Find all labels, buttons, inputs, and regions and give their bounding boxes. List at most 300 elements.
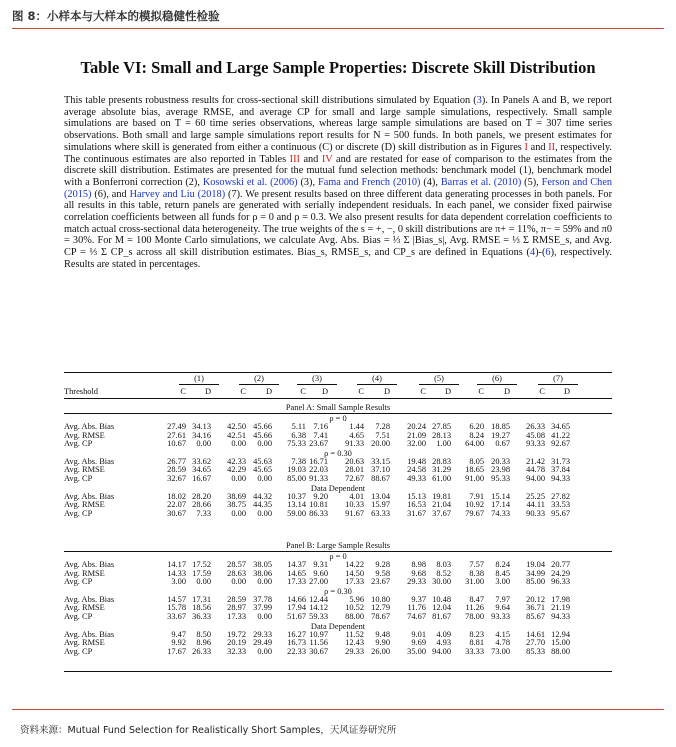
table-cell: 7.33 <box>196 508 211 518</box>
table-cell: 8.38 <box>469 568 484 578</box>
table-cell: 32.00 <box>407 439 426 449</box>
table-cell: 7.41 <box>313 430 328 440</box>
block-label: ρ = 0 <box>329 414 347 423</box>
table-cell: 27.61 <box>167 430 186 440</box>
column-header: C <box>180 387 186 396</box>
table-row <box>64 612 612 621</box>
table-cell: 9.69 <box>411 638 426 648</box>
table-cell: 33.53 <box>551 500 570 510</box>
table-cell: 21.09 <box>407 430 426 440</box>
panel-title: Panel A: Small Sample Results <box>285 403 391 412</box>
table-cell: 0.00 <box>257 474 272 483</box>
table-row <box>64 439 612 448</box>
row-label: Avg. CP <box>64 508 93 518</box>
table-cell: 26.77 <box>167 456 186 466</box>
table-cell: 9.90 <box>375 638 390 648</box>
table-cell: 49.33 <box>407 474 426 483</box>
table-cell: 85.00 <box>287 474 306 483</box>
citation-link[interactable]: Barras et al. (2010) <box>440 176 522 188</box>
column-header: D <box>383 387 390 396</box>
header-rule <box>12 28 664 29</box>
table-cell: 34.65 <box>551 422 570 431</box>
table-cell: 18.65 <box>465 465 484 475</box>
table-cell: 85.33 <box>526 646 545 656</box>
table-cell: 12.44 <box>309 594 328 604</box>
citation-link[interactable]: Fama and French (2010) <box>317 176 421 188</box>
table-cell: 8.98 <box>411 560 426 569</box>
desc-text: This table presents robustness results for cross-sectional skill distributions simulated by Equation ( <box>64 95 477 106</box>
table-cell: 9.92 <box>171 638 186 648</box>
table-cell: 8.52 <box>436 568 451 578</box>
table-title: Table VI: Small and Large Sample Properties: Discrete Skill Distribution <box>80 58 596 77</box>
table-cell: 22.33 <box>287 646 306 656</box>
table-cell: 0.00 <box>196 577 211 587</box>
table-cell: 8.24 <box>495 560 510 569</box>
table-cell: 44.11 <box>526 500 545 510</box>
table-cell: 24.58 <box>407 465 426 475</box>
row-label: Avg. Abs. Bias <box>64 456 115 466</box>
table-cell: 17.33 <box>227 612 246 621</box>
table-cell: 29.33 <box>345 646 364 656</box>
desc-text: and are restated for ease of comparison to the estimates from the discrete skill distribution. Estimates are presented for the mutual fund selection methods: benchmark model (1), benchmark model with a Bonferroni correction (2), <box>64 153 613 188</box>
table-cell: 17.14 <box>491 500 510 510</box>
table-cell: 8.03 <box>436 560 451 569</box>
table-cell: 38.05 <box>253 560 272 569</box>
table-cell: 31.67 <box>407 508 426 518</box>
table-cell: 41.22 <box>551 430 570 440</box>
table-row <box>64 509 612 518</box>
desc-text: (5), <box>521 176 542 188</box>
table-cell: 14.17 <box>167 560 186 569</box>
table-cell: 94.00 <box>526 474 545 483</box>
table-cell: 45.65 <box>253 465 272 475</box>
table-cell: 21.19 <box>551 603 570 613</box>
table-cell: 21.42 <box>526 456 545 466</box>
table-cell: 42.50 <box>227 422 246 431</box>
table-cell: 4.93 <box>436 638 451 648</box>
table-cell: 30.67 <box>309 646 328 656</box>
footer-rule <box>12 709 664 710</box>
table-cell: 0.00 <box>231 508 246 518</box>
table-cell: 14.57 <box>167 594 186 604</box>
table-cell: 14.37 <box>287 560 306 569</box>
table-cell: 85.00 <box>526 577 545 587</box>
source-footer <box>0 705 676 747</box>
row-label: Avg. RMSE <box>64 465 105 475</box>
table-cell: 10.80 <box>371 594 390 604</box>
table-cell: 64.00 <box>465 439 484 449</box>
table-cell: 34.16 <box>192 430 211 440</box>
equation-link[interactable]: 3 <box>476 95 482 106</box>
table-cell: 28.63 <box>227 568 246 578</box>
desc-text: and <box>299 153 322 165</box>
table-cell: 0.00 <box>231 474 246 483</box>
table-cell: 8.81 <box>469 638 484 648</box>
table-cell: 16.53 <box>407 500 426 510</box>
table-cell: 0.00 <box>257 577 272 587</box>
table-cell: 6.38 <box>291 430 306 440</box>
table-cell: 14.65 <box>287 568 306 578</box>
table-cell: 63.33 <box>371 508 390 518</box>
table-cell: 14.22 <box>345 560 364 569</box>
table-cell: 16.27 <box>287 629 306 639</box>
table-cell: 42.33 <box>227 456 246 466</box>
table-cell: 10.48 <box>432 594 451 604</box>
desc-text: , respectively. The continuous estimates are also reported in Tables <box>64 141 612 165</box>
table-cell: 31.29 <box>432 465 451 475</box>
table-cell: 9.47 <box>171 629 186 639</box>
block-label: ρ = 0.30 <box>324 448 352 458</box>
block-label: ρ = 0 <box>329 552 347 561</box>
table-cell: 7.97 <box>495 594 510 604</box>
table-cell: 1.00 <box>436 439 451 449</box>
table-cell: 31.73 <box>551 456 570 466</box>
table-cell: 28.83 <box>432 456 451 466</box>
table-cell: 28.97 <box>227 603 246 613</box>
table-cell: 75.33 <box>287 439 306 449</box>
column-header: C <box>300 387 306 396</box>
table-cell: 42.51 <box>227 430 246 440</box>
table-cell: 45.63 <box>253 456 272 466</box>
block-label: Data Dependent <box>310 483 366 493</box>
table-cell: 21.04 <box>432 500 451 510</box>
table-cell: 10.67 <box>167 439 186 449</box>
table-cell: 15.97 <box>371 500 390 510</box>
group-header: (6) <box>492 374 502 383</box>
table-cell: 0.00 <box>196 439 211 449</box>
citation-link[interactable]: Ferson and Chen (2015) <box>64 176 613 200</box>
table-cell: 95.67 <box>551 508 570 518</box>
table-cell: 28.13 <box>432 430 451 440</box>
table-cell: 85.67 <box>526 612 545 621</box>
row-label: Avg. CP <box>64 646 93 656</box>
table-cell: 36.71 <box>526 603 545 613</box>
table-cell: 13.04 <box>371 491 390 501</box>
table-cell: 0.00 <box>231 439 246 449</box>
table-cell: 20.19 <box>227 638 246 648</box>
table-cell: 94.00 <box>432 646 451 656</box>
table-cell: 44.78 <box>526 465 545 475</box>
table-cell: 0.00 <box>257 439 272 449</box>
table-cell: 37.10 <box>371 465 390 475</box>
row-label: Avg. Abs. Bias <box>64 491 115 501</box>
table-cell: 18.85 <box>491 422 510 431</box>
table-cell: 74.33 <box>491 508 510 518</box>
citation-link[interactable]: Harvey and Liu (2018) <box>129 188 226 200</box>
row-label: Avg. Abs. Bias <box>64 422 115 431</box>
group-header: (5) <box>434 374 444 383</box>
column-header: C <box>420 387 426 396</box>
desc-text: (4), <box>420 176 441 188</box>
table-cell: 61.00 <box>432 474 451 483</box>
table-cell: 20.24 <box>407 422 426 431</box>
figure-link[interactable]: II <box>548 141 556 153</box>
table-cell: 4.78 <box>495 638 510 648</box>
table-cell: 18.56 <box>192 603 211 613</box>
table-cell: 9.60 <box>313 568 328 578</box>
table-cell: 22.07 <box>167 500 186 510</box>
group-underline <box>357 384 397 385</box>
table-cell: 33.62 <box>192 456 211 466</box>
table-cell: 15.13 <box>407 491 426 501</box>
group-underline <box>297 384 337 385</box>
table-cell: 91.67 <box>345 508 364 518</box>
table-cell: 4.01 <box>349 491 364 501</box>
table-cell: 23.98 <box>491 465 510 475</box>
group-underline <box>477 384 517 385</box>
table-cell: 36.33 <box>192 612 211 621</box>
table-cell: 37.78 <box>253 594 272 604</box>
table-cell: 94.33 <box>551 474 570 483</box>
table-cell: 27.00 <box>309 577 328 587</box>
table-cell: 11.56 <box>309 638 328 648</box>
table-cell: 20.00 <box>371 439 390 449</box>
group-header: (3) <box>312 374 322 383</box>
row-label: Avg. Abs. Bias <box>64 560 115 569</box>
table-cell: 0.00 <box>231 577 246 587</box>
table-cell: 29.49 <box>253 638 272 648</box>
desc-text: and <box>527 141 549 153</box>
table-link[interactable]: III <box>289 153 300 165</box>
desc-text: (6), and <box>91 188 130 200</box>
table-cell: 93.33 <box>526 439 545 449</box>
table-cell: 44.32 <box>253 491 272 501</box>
table-link[interactable]: IV <box>321 153 333 165</box>
table-cell: 73.00 <box>491 646 510 656</box>
row-label: Avg. CP <box>64 439 93 449</box>
table-cell: 4.65 <box>349 430 364 440</box>
table-cell: 17.52 <box>192 560 211 569</box>
row-label: Avg. RMSE <box>64 500 105 510</box>
table-cell: 78.67 <box>371 612 390 621</box>
table-cell: 19.48 <box>407 456 426 466</box>
table-cell: 8.23 <box>469 629 484 639</box>
table-cell: 90.33 <box>526 508 545 518</box>
table-cell: 23.67 <box>371 577 390 587</box>
table-cell: 8.50 <box>196 629 211 639</box>
table-cell: 78.00 <box>465 612 484 621</box>
table-cell: 7.28 <box>375 422 390 431</box>
table-cell: 93.33 <box>491 612 510 621</box>
table-cell: 96.33 <box>551 577 570 587</box>
subheader-row <box>64 387 612 396</box>
table-cell: 34.99 <box>526 568 545 578</box>
group-underline <box>538 384 578 385</box>
table-cell: 12.79 <box>371 603 390 613</box>
group-header: (2) <box>254 374 264 383</box>
table-cell: 37.84 <box>551 465 570 475</box>
table-cell: 19.03 <box>287 465 306 475</box>
column-header: D <box>265 387 272 396</box>
table-cell: 15.78 <box>167 603 186 613</box>
table-row <box>64 647 612 656</box>
table-cell: 27.70 <box>526 638 545 648</box>
table-cell: 16.73 <box>287 638 306 648</box>
table-cell: 31.00 <box>465 577 484 587</box>
column-header: C <box>478 387 484 396</box>
table-cell: 13.14 <box>287 500 306 510</box>
table-cell: 32.33 <box>227 646 246 656</box>
table-cell: 0.00 <box>257 612 272 621</box>
panel-title: Panel B: Large Sample Results <box>285 541 391 550</box>
desc-text: (7). We present results based on three different data generating processes in both panels. For all results in this table, return panels are generated with serially independent residuals. In each panel, we consider fixed pairwise correlation coefficients between all funds for ρ = 0 and ρ = 0.3. We also present results for data dependent correlation coefficients to match actual cross-sectional data heterogeneity. The true weights of the s = +, −, 0 skill distributions are π+ = 11%, π− = 59% and π0 = 30%. For M = 100 Monte Carlo simulations, we calculate Avg. Abs. Bias = ⅓ Σ |Bias_s|, Avg. RMSE = ⅓ Σ RMSE_s, and Avg. CP = ⅓ Σ CP_s across all skill distribution estimates. Bias_s, RMSE_s, and CP_s are defined in Equations ( <box>64 188 613 259</box>
column-header: C <box>240 387 246 396</box>
table-cell: 33.15 <box>371 456 390 466</box>
table-cell: 28.57 <box>227 560 246 569</box>
table-cell: 92.67 <box>551 439 570 449</box>
table-cell: 19.04 <box>526 560 545 569</box>
row-label: Avg. CP <box>64 577 93 587</box>
table-cell: 18.02 <box>167 491 186 501</box>
table-cell: 88.00 <box>551 646 570 656</box>
table-cell: 42.29 <box>227 465 246 475</box>
table-cell: 29.33 <box>407 577 426 587</box>
row-label: Avg. Abs. Bias <box>64 594 115 604</box>
table-cell: 16.67 <box>192 474 211 483</box>
column-header: D <box>444 387 451 396</box>
table-cell: 94.33 <box>551 612 570 621</box>
table-cell: 16.71 <box>309 456 328 466</box>
table-cell: 17.98 <box>551 594 570 604</box>
table-cell: 8.96 <box>196 638 211 648</box>
table-cell: 34.65 <box>192 465 211 475</box>
table-cell: 4.15 <box>495 629 510 639</box>
row-label: Avg. Abs. Bias <box>64 629 115 639</box>
table-cell: 3.00 <box>171 577 186 587</box>
table-cell: 9.01 <box>411 629 426 639</box>
table-cell: 20.12 <box>526 594 545 604</box>
table-cell: 17.33 <box>345 577 364 587</box>
table-cell: 72.67 <box>345 474 364 483</box>
table-cell: 9.48 <box>375 629 390 639</box>
table-cell: 17.59 <box>192 568 211 578</box>
table-cell: 28.20 <box>192 491 211 501</box>
table-cell: 12.94 <box>551 629 570 639</box>
table-cell: 91.33 <box>345 439 364 449</box>
table-cell: 10.52 <box>345 603 364 613</box>
table-cell: 17.94 <box>287 603 306 613</box>
table-cell: 44.35 <box>253 500 272 510</box>
column-header: C <box>358 387 364 396</box>
table-cell: 0.00 <box>257 646 272 656</box>
report-header <box>0 0 676 38</box>
citation-link[interactable]: Kosowski et al. (2006) <box>202 176 298 188</box>
table-cell: 9.20 <box>313 491 328 501</box>
table-cell: 22.03 <box>309 465 328 475</box>
table-cell: 9.31 <box>313 560 328 569</box>
table-cell: 91.33 <box>309 474 328 483</box>
table-cell: 14.33 <box>167 568 186 578</box>
table-cell: 8.47 <box>469 594 484 604</box>
table-cell: 91.00 <box>465 474 484 483</box>
table-cell: 33.33 <box>465 646 484 656</box>
table-cell: 19.72 <box>227 629 246 639</box>
table-cell: 59.33 <box>309 612 328 621</box>
table-cell: 38.06 <box>253 568 272 578</box>
row-label: Avg. CP <box>64 612 93 621</box>
table-cell: 38.69 <box>227 491 246 501</box>
table-cell: 1.44 <box>349 422 364 431</box>
table-cell: 7.16 <box>313 422 328 431</box>
table-cell: 12.04 <box>432 603 451 613</box>
table-cell: 15.14 <box>491 491 510 501</box>
table-cell: 9.28 <box>375 560 390 569</box>
table-cell: 30.00 <box>432 577 451 587</box>
desc-text: (3), <box>297 176 318 188</box>
table-cell: 10.37 <box>287 491 306 501</box>
table-cell: 7.91 <box>469 491 484 501</box>
table-cell: 88.67 <box>371 474 390 483</box>
table-cell: 45.66 <box>253 430 272 440</box>
column-header: D <box>204 387 211 396</box>
table-cell: 27.49 <box>167 422 186 431</box>
table-cell: 9.37 <box>411 594 426 604</box>
table-cell: 86.33 <box>309 508 328 518</box>
desc-text: ), respectively. Results are stated in percentages. <box>64 247 613 270</box>
table-cell: 8.05 <box>469 456 484 466</box>
desc-text: ). In Panels A and B, we report average absolute bias, average RMSE, and average CP for small and large sample simulations, respectively. Small sample simulations are based on T = 60 time series observations, whereas large sample simulations are based on T = 307 time series observations. Both small and large sample simulations report results for N = 500 funds. In both panels, we present estimates for simulations where skill is generated from either a continuous (C) or discrete (D) skill distribution as in Figures <box>64 95 613 153</box>
table-rule <box>64 372 612 373</box>
table-cell: 0.67 <box>495 439 510 449</box>
group-underline <box>239 384 279 385</box>
table-cell: 27.82 <box>551 491 570 501</box>
table-cell: 35.00 <box>407 646 426 656</box>
table-row <box>64 577 612 586</box>
block-label: ρ = 0.30 <box>324 586 352 596</box>
table-cell: 15.00 <box>551 638 570 648</box>
row-label: Avg. RMSE <box>64 430 105 440</box>
row-label: Avg. RMSE <box>64 638 105 648</box>
group-header: (1) <box>194 374 204 383</box>
table-rule <box>64 398 612 399</box>
table-cell: 26.00 <box>371 646 390 656</box>
table-cell: 33.67 <box>167 612 186 621</box>
table-cell: 7.51 <box>375 430 390 440</box>
table-description <box>64 95 612 271</box>
table-cell: 79.67 <box>465 508 484 518</box>
table-cell: 6.20 <box>469 422 484 431</box>
table-cell: 19.27 <box>491 430 510 440</box>
table-cell: 25.25 <box>526 491 545 501</box>
figure-label: 图 8：小样本与大样本的模拟稳健性检验 <box>12 9 220 23</box>
table-cell: 11.52 <box>345 629 364 639</box>
table-cell: 28.66 <box>192 500 211 510</box>
table-cell: 7.38 <box>291 456 306 466</box>
table-cell: 10.33 <box>345 500 364 510</box>
table-cell: 38.75 <box>227 500 246 510</box>
table-cell: 17.33 <box>287 577 306 587</box>
table-cell: 37.99 <box>253 603 272 613</box>
table-cell: 26.33 <box>526 422 545 431</box>
table-cell: 14.12 <box>309 603 328 613</box>
table-cell: 17.67 <box>167 646 186 656</box>
table-cell: 74.67 <box>407 612 426 621</box>
table-cell: 81.67 <box>432 612 451 621</box>
column-header: D <box>563 387 570 396</box>
row-label: Avg. RMSE <box>64 568 105 578</box>
table-cell: 27.85 <box>432 422 451 431</box>
table-cell: 59.00 <box>287 508 306 518</box>
figure-link[interactable]: I <box>524 141 528 153</box>
table-cell: 26.33 <box>192 646 211 656</box>
equation-link[interactable]: 4 <box>529 247 536 259</box>
row-label: Avg. RMSE <box>64 603 105 613</box>
table-cell: 20.77 <box>551 560 570 569</box>
table-cell: 14.61 <box>526 629 545 639</box>
table-cell: 9.58 <box>375 568 390 578</box>
equation-link[interactable]: 6 <box>545 247 551 259</box>
table-cell: 37.67 <box>432 508 451 518</box>
